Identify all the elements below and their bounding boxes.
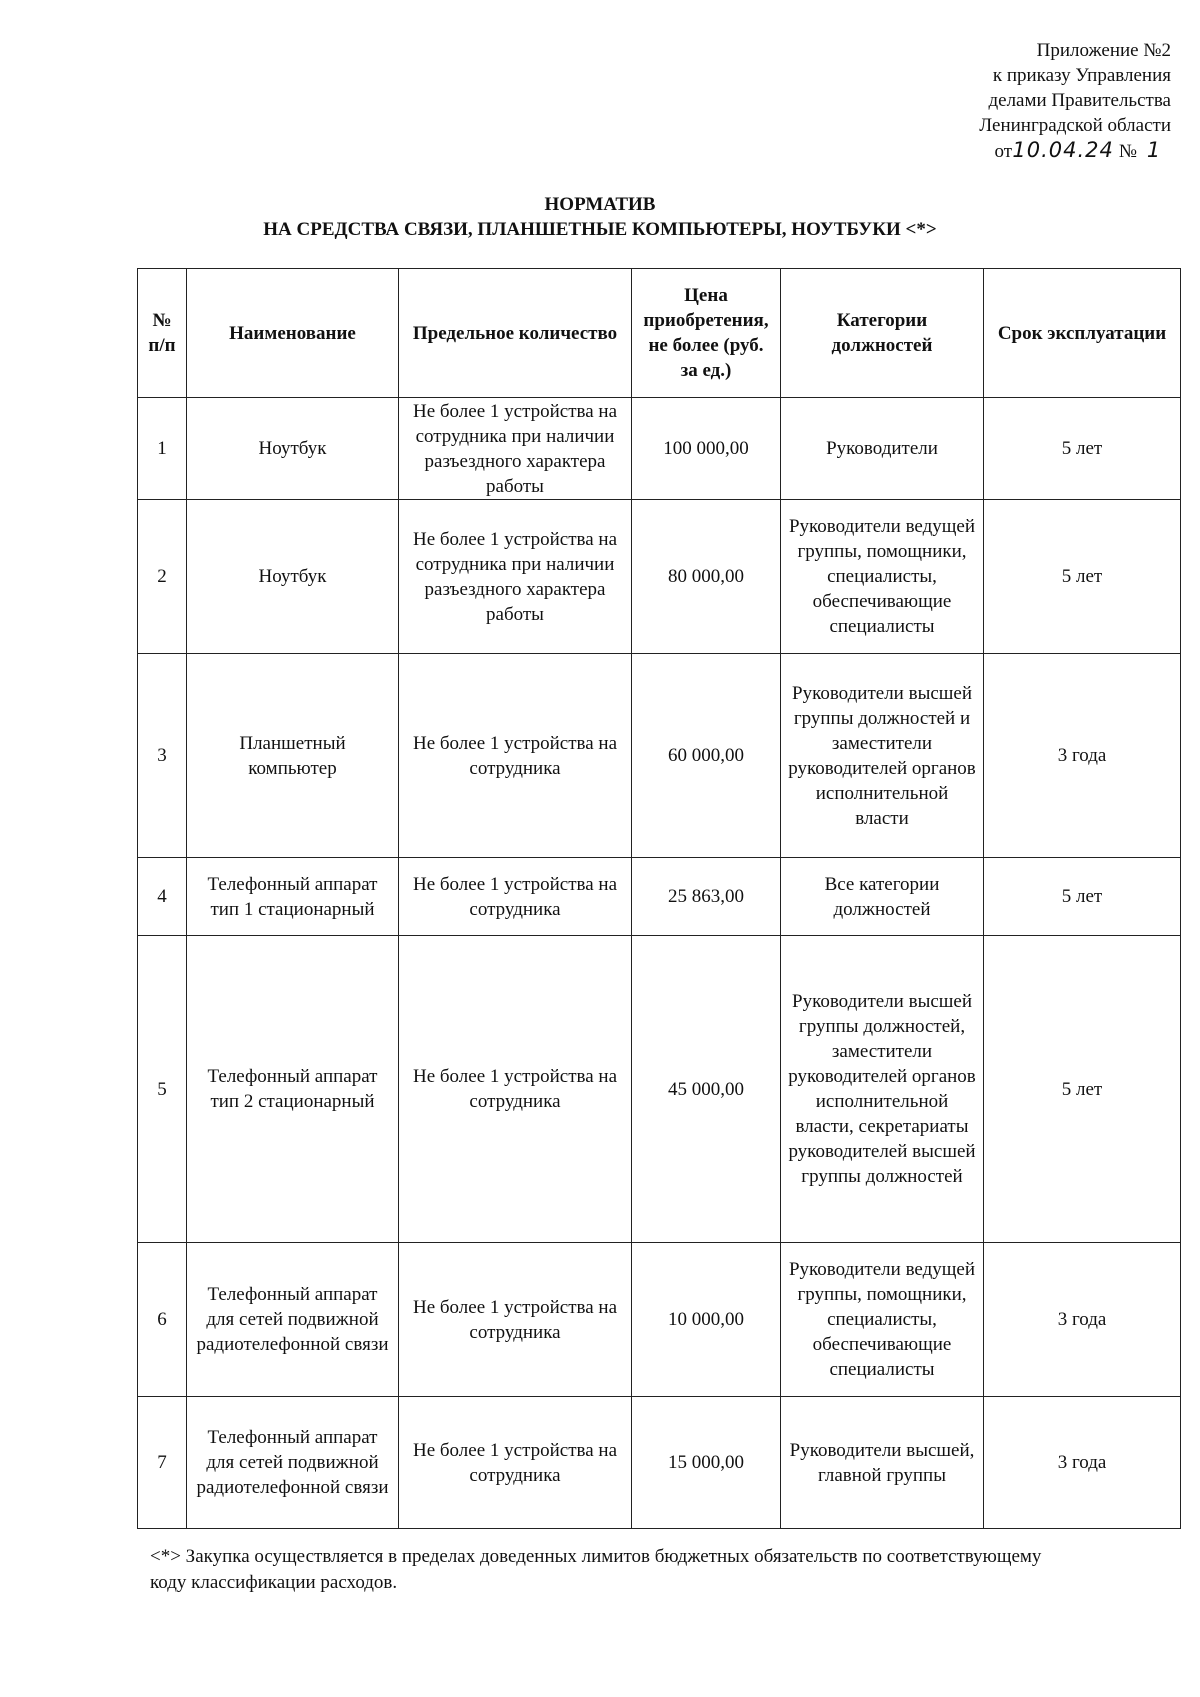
document-header: [979, 38, 1171, 164]
cell-name: Телефонный аппарат тип 2 стационарный: [187, 936, 399, 1243]
header-cell-name: Наименование: [187, 269, 399, 398]
date-prefix: от: [994, 141, 1013, 162]
handwritten-date: 10.04.24: [1012, 138, 1114, 162]
cell-categories: Все категории должностей: [781, 858, 984, 936]
table-row: [138, 1397, 1181, 1529]
cell-term: 5 лет: [984, 398, 1181, 500]
cell-name: Ноутбук: [187, 398, 399, 500]
cell-number: 3: [138, 654, 187, 858]
cell-term: 3 года: [984, 1397, 1181, 1529]
norms-table: [137, 268, 1181, 1529]
cell-quantity: Не более 1 устройства на сотрудника: [399, 936, 632, 1243]
cell-categories: Руководители: [781, 398, 984, 500]
cell-number: 2: [138, 500, 187, 654]
cell-price: 80 000,00: [632, 500, 781, 654]
cell-name: Телефонный аппарат для сетей подвижной радиотелефонной связи: [187, 1243, 399, 1397]
cell-quantity: Не более 1 устройства на сотрудника: [399, 1397, 632, 1529]
table-row: [138, 654, 1181, 858]
cell-number: 4: [138, 858, 187, 936]
footnote: <*> Закупка осуществляется в пределах доведенных лимитов бюджетных обязательств по соответствующему коду классификации расходов.: [150, 1546, 1042, 1593]
cell-term: 5 лет: [984, 858, 1181, 936]
header-cell-term: Срок эксплуатации: [984, 269, 1181, 398]
header-cell-categories: Категории должностей: [781, 269, 984, 398]
cell-quantity: Не более 1 устройства на сотрудника: [399, 1243, 632, 1397]
cell-categories: Руководители ведущей группы, помощники, специалисты, обеспечивающие специалисты: [781, 1243, 984, 1397]
header-cell-price: Цена приобретения, не более (руб. за ед.): [632, 269, 781, 398]
cell-price: 45 000,00: [632, 936, 781, 1243]
cell-number: 6: [138, 1243, 187, 1397]
table-row: [138, 1243, 1181, 1397]
table-header-row: [138, 269, 1181, 398]
header-line-appendix: Приложение №2: [1036, 40, 1171, 61]
cell-price: 25 863,00: [632, 858, 781, 936]
table-row: [138, 936, 1181, 1243]
cell-categories: Руководители высшей группы должностей и заместители руководителей органов исполнительной власти: [781, 654, 984, 858]
number-prefix: №: [1118, 141, 1137, 162]
cell-quantity: Не более 1 устройства на сотрудника: [399, 654, 632, 858]
cell-categories: Руководители высшей, главной группы: [781, 1397, 984, 1529]
cell-quantity: Не более 1 устройства на сотрудника при наличии разъездного характера работы: [399, 500, 632, 654]
header-cell-quantity: Предельное количество: [399, 269, 632, 398]
cell-price: 100 000,00: [632, 398, 781, 500]
title-line-2: НА СРЕДСТВА СВЯЗИ, ПЛАНШЕТНЫЕ КОМПЬЮТЕРЫ, НОУТБУКИ <*>: [263, 219, 937, 240]
table-row: [138, 858, 1181, 936]
document-title: [0, 192, 1200, 242]
cell-number: 7: [138, 1397, 187, 1529]
cell-price: 10 000,00: [632, 1243, 781, 1397]
header-cell-number: № п/п: [138, 269, 187, 398]
header-line-office: делами Правительства: [988, 90, 1171, 111]
cell-term: 5 лет: [984, 936, 1181, 1243]
cell-name: Ноутбук: [187, 500, 399, 654]
cell-quantity: Не более 1 устройства на сотрудника: [399, 858, 632, 936]
cell-quantity: Не более 1 устройства на сотрудника при наличии разъездного характера работы: [399, 398, 632, 500]
cell-term: 3 года: [984, 1243, 1181, 1397]
cell-name: Планшетный компьютер: [187, 654, 399, 858]
handwritten-number: 1: [1146, 138, 1162, 162]
header-line-region: Ленинградской области: [979, 115, 1171, 136]
cell-name: Телефонный аппарат для сетей подвижной радиотелефонной связи: [187, 1397, 399, 1529]
cell-term: 3 года: [984, 654, 1181, 858]
cell-categories: Руководители высшей группы должностей, заместители руководителей органов исполнительной власти, секретариаты руководителей высшей группы должностей: [781, 936, 984, 1243]
cell-name: Телефонный аппарат тип 1 стационарный: [187, 858, 399, 936]
header-line-date-number: [979, 138, 1171, 164]
cell-number: 5: [138, 936, 187, 1243]
cell-term: 5 лет: [984, 500, 1181, 654]
table-row: [138, 398, 1181, 500]
title-line-1: НОРМАТИВ: [544, 194, 656, 215]
cell-number: 1: [138, 398, 187, 500]
cell-price: 60 000,00: [632, 654, 781, 858]
cell-categories: Руководители ведущей группы, помощники, специалисты, обеспечивающие специалисты: [781, 500, 984, 654]
table-row: [138, 500, 1181, 654]
header-line-order: к приказу Управления: [992, 65, 1171, 86]
cell-price: 15 000,00: [632, 1397, 781, 1529]
